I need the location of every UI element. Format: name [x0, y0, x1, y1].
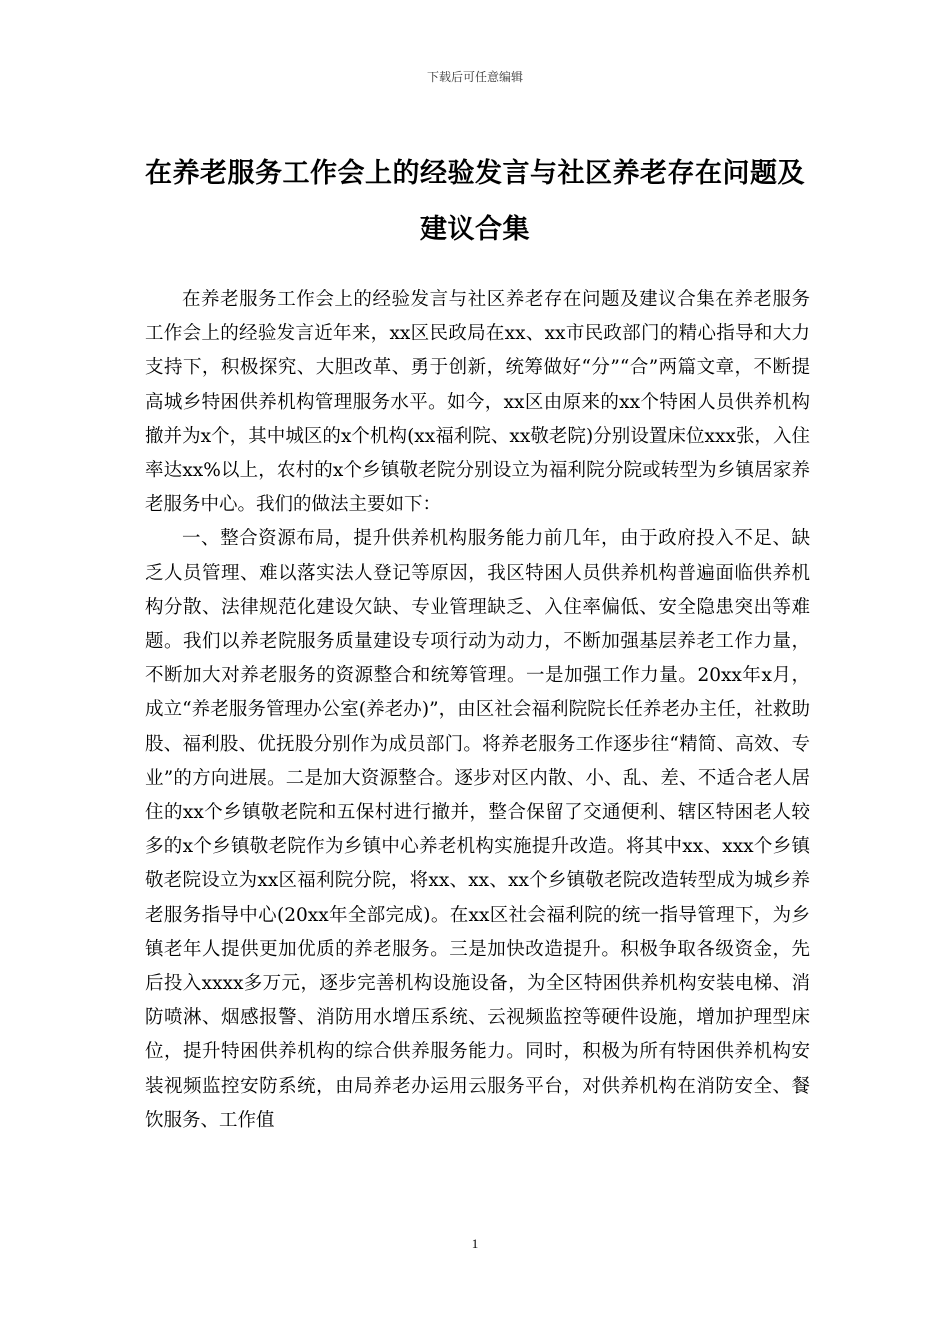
page-number: 1: [471, 1236, 479, 1251]
page-header-note: 下载后可任意编辑: [426, 70, 523, 84]
body-paragraph: 一、整合资源布局，提升供养机构服务能力前几年，由于政府投入不足、缺乏人员管理、难以落实法人登记等原因，我区特困人员供养机构普遍面临供养机构分散、法律规范化建设欠缺、专业管理缺乏、入住率偏低、安全隐患突出等难题。我们以养老院服务质量建设专项行动为动力，不断加强基层养老工作力量，不断加大对养老服务的资源整合和统筹管理。一是加强工作力量。20xx年x月，成立“养老服务管理办公室(养老办)”，由区社会福利院院长任养老办主任，社救助股、福利股、优抚股分别作为成员部门。将养老服务工作逐步往“精简、高效、专业”的方向进展。二是加大资源整合。逐步对区内散、小、乱、差、不适合老人居住的xx个乡镇敬老院和五保村进行撤并，整合保留了交通便利、辖区特困老人较多的x个乡镇敬老院作为乡镇中心养老机构实施提升改造。将其中xx、xxx个乡镇敬老院设立为xx区福利院分院，将xx、xx、xx个乡镇敬老院改造转型成为城乡养老服务指导中心(20xx年全部完成)。在xx区社会福利院的统一指导管理下，为乡镇老年人提供更加优质的养老服务。三是加快改造提升。积极争取各级资金，先后投入xxxx多万元，逐步完善机构设施设备，为全区特困供养机构安装电梯、消防喷淋、烟感报警、消防用水增压系统、云视频监控等硬件设施，增加护理型床位，提升特困供养机构的综合供养服务能力。同时，积极为所有特困供养机构安装视频监控安防系统，由局养老办运用云服务平台，对供养机构在消防安全、餐饮服务、工作值: [145, 528, 810, 1131]
document-body: [145, 283, 810, 1138]
body-paragraph: 在养老服务工作会上的经验发言与社区养老存在问题及建议合集在养老服务工作会上的经验发言近年来，xx区民政局在xx、xx市民政部门的精心指导和大力支持下，积极探究、大胆改革、勇于创新，统筹做好“分”“合”两篇文章，不断提高城乡特困供养机构管理服务水平。如今，xx区由原来的xx个特困人员供养机构撤并为x个，其中城区的x个机构(xx福利院、xx敬老院)分别设置床位xxx张，入住率达xx%以上，农村的x个乡镇敬老院分别设立为福利院分院或转型为乡镇居家养老服务中心。我们的做法主要如下：: [145, 289, 810, 516]
document-title: 在养老服务工作会上的经验发言与社区养老存在问题及建议合集: [145, 158, 805, 245]
